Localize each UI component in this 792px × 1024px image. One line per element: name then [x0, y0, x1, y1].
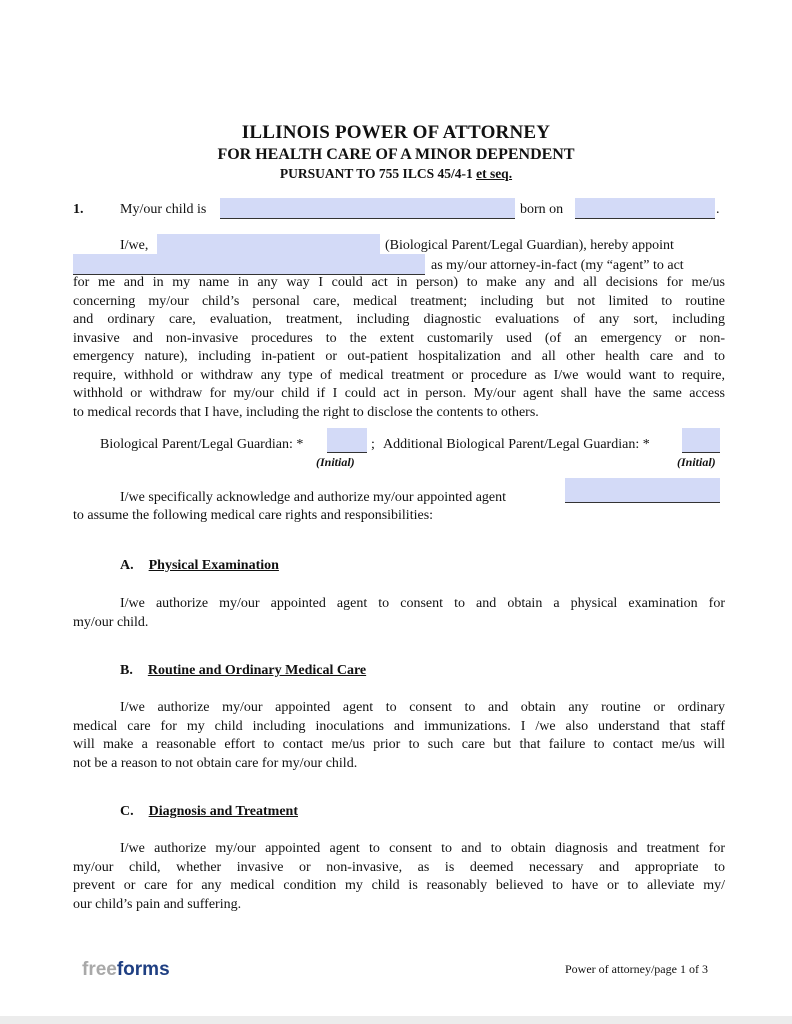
paragraph-line: I/we authorize my/our appointed agent to consent to and to obtain diagnosis and treatment for [120, 841, 725, 856]
child-name-field[interactable] [220, 198, 515, 219]
acknowledge-text: I/we specifically acknowledge and authorize my/our appointed agent [120, 490, 507, 505]
acknowledge-text-2: to assume the following medical care rights and responsibilities: [73, 508, 434, 523]
section-b-heading [120, 663, 366, 679]
period: . [716, 202, 720, 217]
initial-field-2[interactable] [682, 428, 720, 453]
statute-et-seq: et seq. [476, 166, 513, 181]
paragraph-line: my/our child. [73, 614, 149, 630]
paragraph-line: medical care for my child including inoculations and immunizations. I /we also understand that staff [73, 718, 725, 734]
iwe-label: I/we, [120, 238, 149, 253]
section-c-paragraph [73, 840, 725, 914]
section-title: Physical Examination [148, 558, 279, 573]
page-number-label: Power of attorney/page 1 of 3 [565, 962, 708, 976]
paragraph-line: I/we authorize my/our appointed agent to consent to and obtain any routine or ordinary [120, 700, 725, 715]
section-title: Routine and Ordinary Medical Care [147, 663, 367, 678]
section-letter: A. [120, 558, 134, 573]
paragraph-line: to medical records that I have, including the right to disclose the contents to others. [73, 404, 539, 420]
freeforms-logo [82, 959, 170, 981]
paragraph-line: I/we authorize my/our appointed agent to consent to and obtain a physical examination for [120, 596, 725, 611]
document-subtitle: FOR HEALTH CARE OF A MINOR DEPENDENT [217, 146, 575, 163]
initial-label-1: Biological Parent/Legal Guardian: * [100, 437, 304, 452]
agent-text: as my/our attorney-in-fact (my “agent” to act [431, 258, 684, 273]
paragraph-line: invasive and non-invasive procedures to the extent customarily used (of an emergency or non- [73, 330, 725, 346]
appointed-agent-field[interactable] [565, 478, 720, 503]
paragraph-line: my/our child, whether invasive or non-invasive, as is deemed necessary and appropriate to [73, 859, 725, 875]
document-title: ILLINOIS POWER OF ATTORNEY [241, 122, 551, 143]
child-label: My/our child is [120, 202, 207, 217]
agent-name-field[interactable] [73, 254, 425, 275]
paragraph-line: will make a reasonable effort to contact me/us prior to such care but that failure to contact me/us will [73, 737, 725, 752]
paragraph-line: require, withhold or withdraw any type of medical treatment or procedure as I/we would want to require, [73, 367, 725, 383]
section-title: Diagnosis and Treatment [148, 804, 298, 819]
guardian-text: (Biological Parent/Legal Guardian), hereby appoint [385, 238, 674, 253]
section-a-heading [120, 558, 279, 574]
parent-name-field[interactable] [157, 234, 380, 255]
logo-part-forms: forms [116, 959, 170, 980]
initial-field-1[interactable] [327, 428, 367, 453]
initial-label-2: Additional Biological Parent/Legal Guardian: * [383, 437, 650, 452]
logo-part-free: free [82, 959, 117, 980]
paragraph-line: our child’s pain and suffering. [73, 896, 242, 912]
section-a-paragraph [73, 595, 725, 632]
birth-date-field[interactable] [575, 198, 715, 219]
section-number: 1. [73, 202, 84, 217]
paragraph-line: not be a reason to not obtain care for my/our child. [73, 755, 358, 771]
initial-caption-2: (Initial) [677, 455, 716, 469]
authority-paragraph [73, 274, 725, 422]
section-letter: C. [120, 804, 134, 819]
paragraph-line: for me and in my name in any way I could act in person) to make any and all decisions for me/us [73, 275, 725, 290]
initial-separator: ; [371, 437, 375, 452]
born-on-label: born on [520, 202, 564, 217]
paragraph-line: prevent or care for any medical condition my child is reasonably believed to have or to alleviate my/ [73, 878, 725, 893]
initial-caption-1: (Initial) [316, 455, 355, 469]
statute-text: PURSUANT TO 755 ILCS 45/4-1 [279, 166, 477, 181]
section-letter: B. [120, 663, 133, 678]
section-b-paragraph [73, 699, 725, 773]
paragraph-line: concerning my/our child’s personal care, medical treatment; including but not limited to routine [73, 293, 725, 309]
paragraph-line: emergency nature), including in-patient or out-patient hospitalization and all other health care and to [73, 349, 725, 364]
statute-reference [0, 166, 792, 182]
section-c-heading [120, 804, 298, 820]
paragraph-line: and ordinary care, evaluation, treatment, including diagnostic evaluations of any sort, including [73, 312, 725, 327]
paragraph-line: withhold or withdraw for my/our child if I could act in person. My/our agent shall have the same access [73, 386, 725, 401]
